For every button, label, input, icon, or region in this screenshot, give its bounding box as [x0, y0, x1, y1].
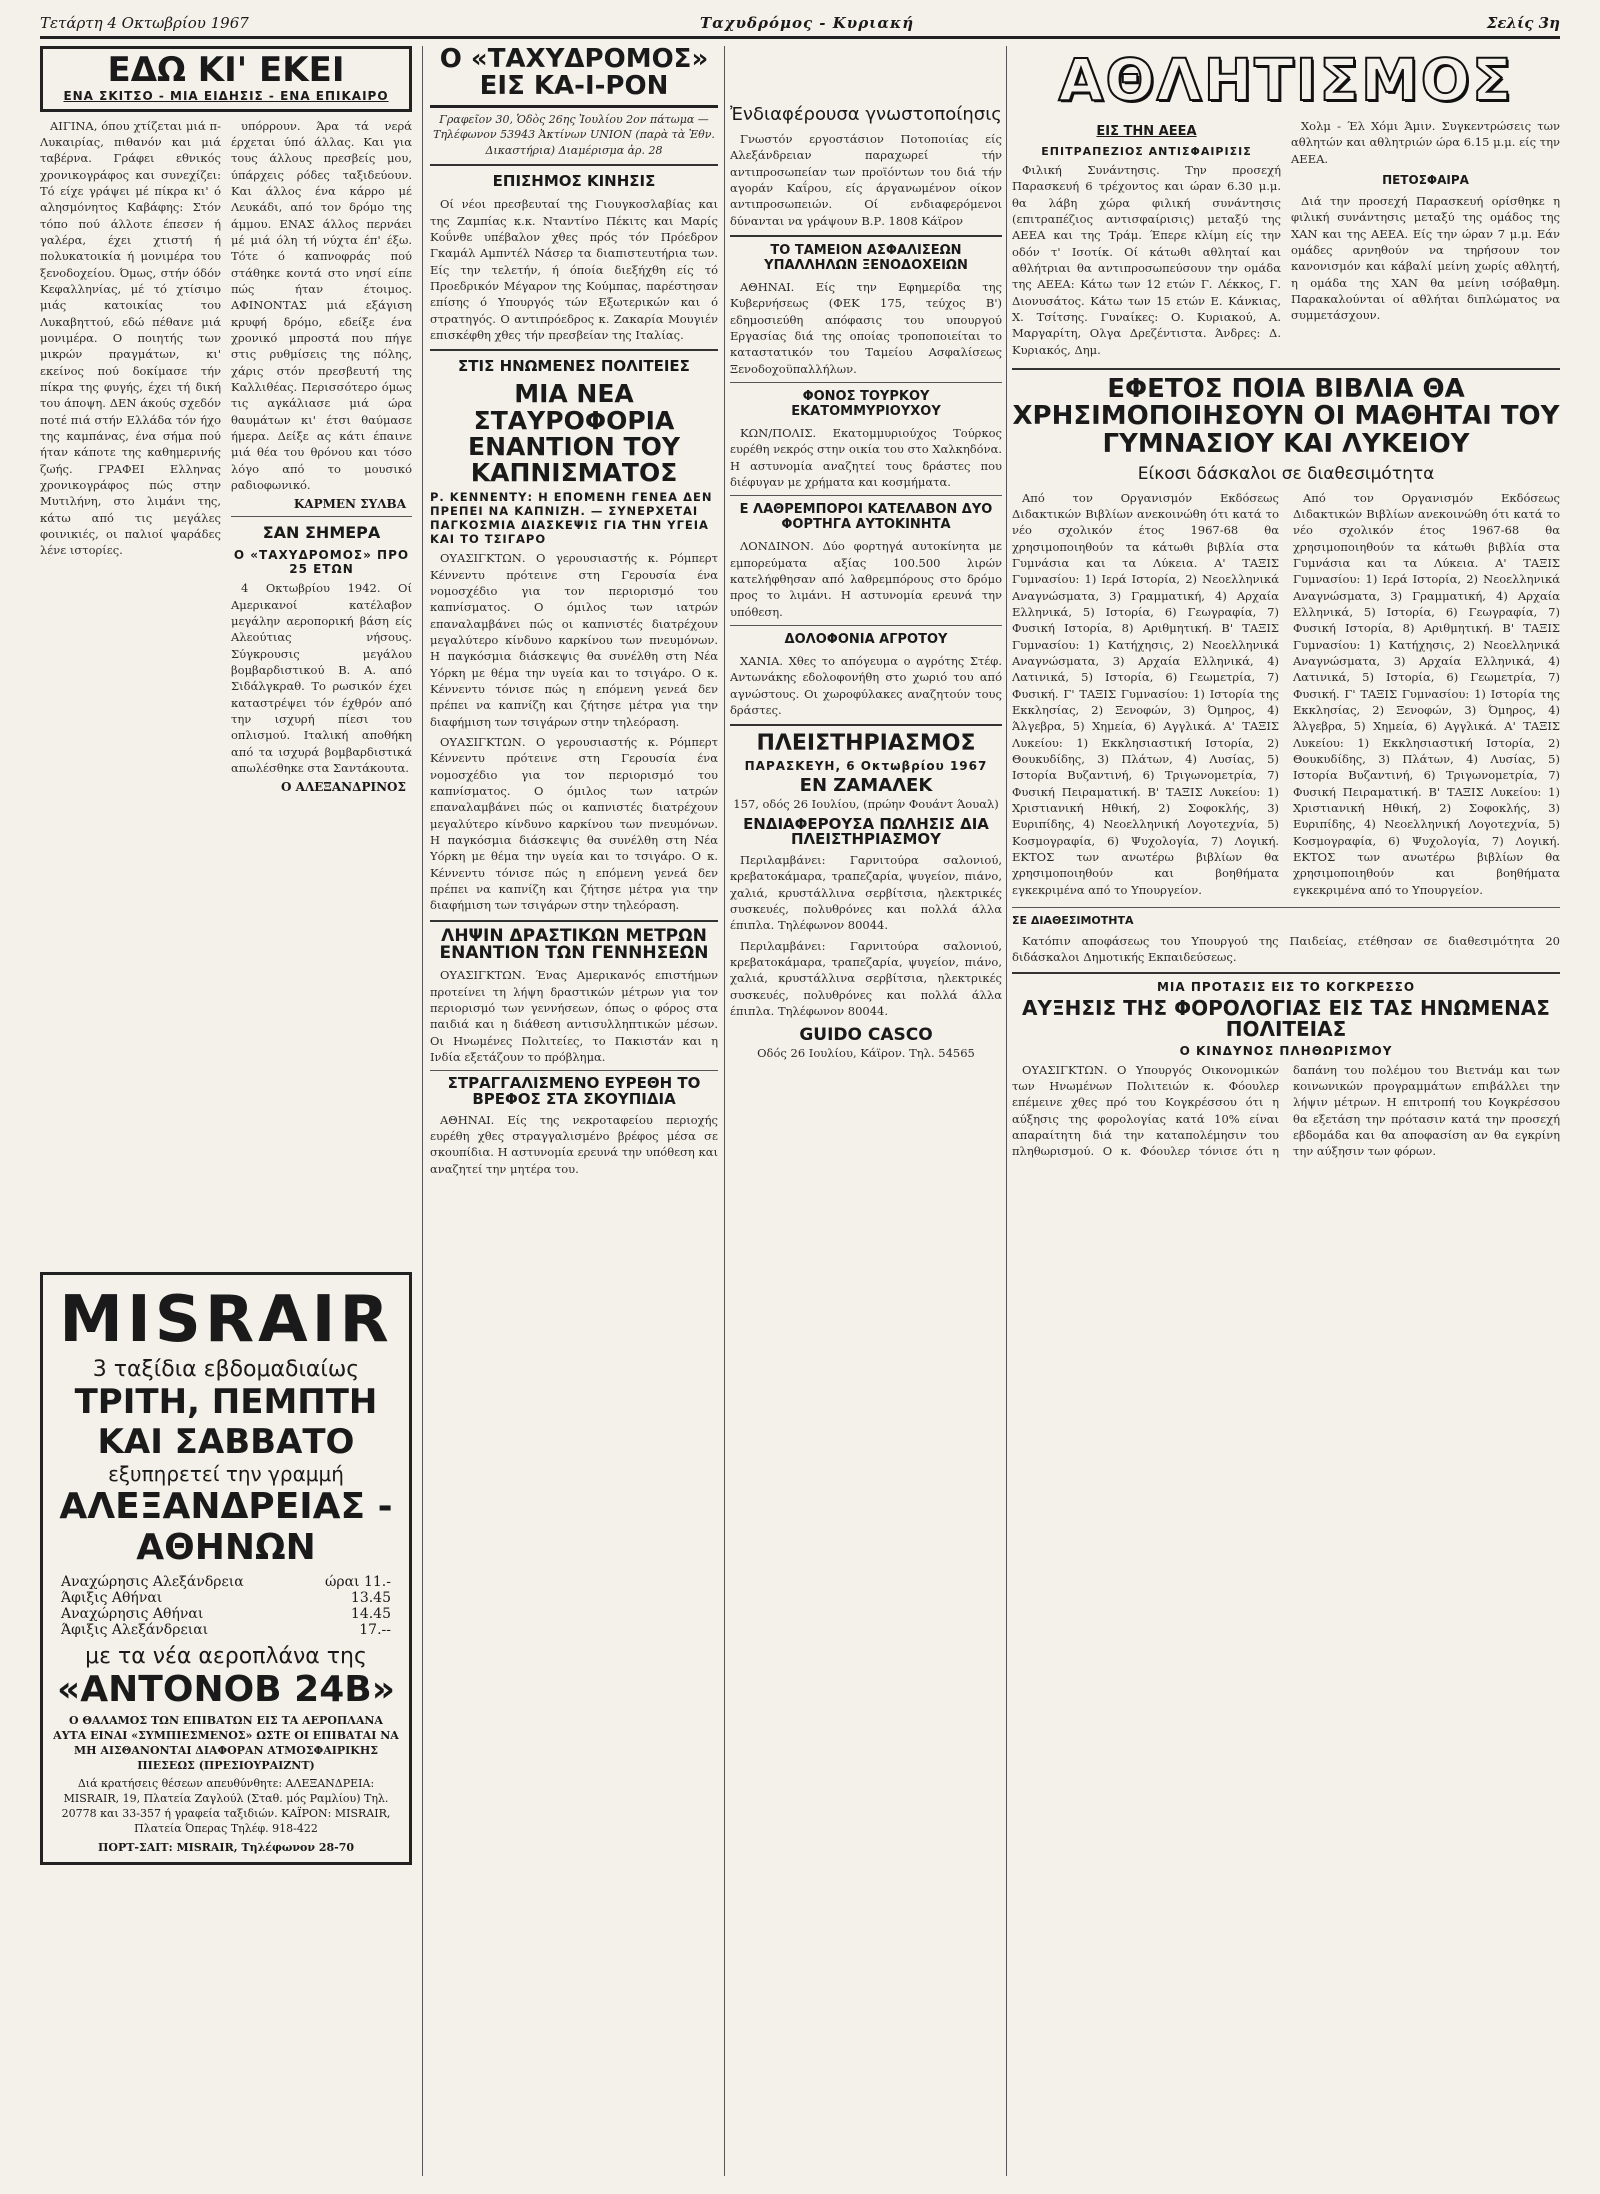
congress-subhead: Ο ΚΙΝΔΥΝΟΣ ΠΛΗΘΩΡΙΣΜΟΥ: [1179, 1043, 1393, 1058]
misrair-logo: MISRAIR: [59, 1283, 393, 1357]
misrair-advertisement: [40, 1272, 412, 1865]
farmer-head: ΔΟΛΟΦΟΝΙΑ ΑΓΡΟΤΟΥ: [784, 631, 948, 647]
edo-ki-ekei-subtitle: ΕΝΑ ΣΚΙΤΣΟ - ΜΙΑ ΕΙΔΗΣΙΣ - ΕΝΑ ΕΠΙΚΑΙΡΟ: [63, 88, 389, 103]
infant-headline: ΣΤΡΑΓΓΑΛΙΣΜΕΝΟ ΕΥΡΕΘΗ ΤΟ ΒΡΕΦΟΣ ΣΤΑ ΣΚΟΥΠΙΔΙΑ: [447, 1074, 701, 1108]
auction-place: ΕΝ ΖΑΜΑΛΕΚ: [799, 775, 933, 797]
misrair-frequency: 3 ταξίδια εβδομαδιαίως: [92, 1357, 360, 1382]
auctioneer-name: GUIDO CASCO: [799, 1025, 933, 1046]
auction-title: ΠΛΕΙΣΤΗΡΙΑΣΜΟΣ: [756, 731, 976, 757]
today-text: 4 Οκτωβρίου 1942. Οί Αμερικανοί κατέλαβον μεγάλην αεροπορική βάση είς Αλεούτιας νήσους. Σύγκρουσις μεγάλου βομβαρδιστικού Β. Α. από Σιδάλγκραθ. Το ρωσικόν έχει καταστρέψει τόν έχθρόν από την ισχυρή πίεσι του οπλισμού. Ιταλική αποθήκη από τα ισχυρά βομβαρδιστικά απωλέσθηκε στα Σαντάκουτα.: [231, 581, 412, 775]
misrair-portsaid: ΠΟΡΤ-ΣΑΙΤ: MISRAIR, Τηλέφωνον 28-70: [97, 1840, 355, 1854]
header-paper: Ταχυδρόμος - Κυριακή: [700, 14, 915, 32]
murder-head: ΦΟΝΟΣ ΤΟΥΡΚΟΥ ΕΚΑΤΟΜΜΥΡΙΟΥΧΟΥ: [791, 388, 941, 419]
congress-headline: ΑΥΞΗΣΙΣ ΤΗΣ ΦΟΡΟΛΟΓΙΑΣ ΕΙΣ ΤΑΣ ΗΝΩΜΕΝΑΣ ΠΟΛΙΤΕΙΑΣ: [1022, 995, 1550, 1041]
schedule-row: Αναχώρησις Αλεξάνδρεια ώραι 11.-: [61, 1574, 391, 1590]
misrair-cabin-note: Ο ΘΑΛΑΜΟΣ ΤΩΝ ΕΠΙΒΑΤΩΝ ΕΙΣ ΤΑ ΑΕΡΟΠΛΑΝΑ ΑΥΤΑ ΕΙΝΑΙ «ΣΥΜΠΙΕΣΜΕΝΟΣ» ΩΣΤΕ ΟΙ ΕΠΙΒΑΤΑΙ ΝΑ ΜΗ ΑΙΣΘΑΝΟΝΤΑΙ ΔΙΑΦΟΡΑΝ ΑΤΜΟΣΦΑΙΡΙΚΗΣ ΠΙΕΣΕΩΣ (ΠΡΕΣΙΟΥΡΑΙΖΝΤ): [53, 1714, 399, 1772]
auctioneer-address: Οδός 26 Ιουλίου, Κάϊρον. Τηλ. 54565: [757, 1046, 975, 1061]
masthead-address: Γραφεῖον 30, Ὁδὸς 26ης Ἰουλίου 2ον πάτωμα — Τηλέφωνον 53943 Ἀκτίνων UNION (παρὰ τὰ Ἐθν. Δικαστήρια) Διαμέρισμα ἀρ. 28: [433, 112, 715, 157]
misrair-schedule: [61, 1574, 391, 1638]
congress-kicker: ΜΙΑ ΠΡΟΤΑΣΙΣ ΕΙΣ ΤΟ ΚΟΓΚΡΕΣΣΟ: [1156, 979, 1416, 994]
column-sports: [1012, 46, 1560, 2176]
today-subtitle: Ο «ΤΑΧΥΔΡΟΜΟΣ» ΠΡΟ 25 ΕΤΩΝ: [233, 548, 410, 577]
volleyball-head: ΠΕΤΟΣΦΑΙΡΑ: [1382, 172, 1469, 187]
insurance-head: ΤΟ ΤΑΜΕΙΟΝ ΑΣΦΑΛΙΣΕΩΝ ΥΠΑΛΛΗΛΩΝ ΞΕΝΟΔΟΧΕΙΩΝ: [764, 242, 968, 273]
today-title: ΣΑΝ ΣΗΜΕΡΑ: [262, 523, 381, 543]
births-headline: ΛΗΨΙΝ ΔΡΑΣΤΙΚΩΝ ΜΕΤΡΩΝ ΕΝΑΝΤΙΟΝ ΤΩΝ ΓΕΝΝΗΣΕΩΝ: [439, 925, 709, 964]
header-rule: [40, 36, 1560, 39]
smoking-headline: ΜΙΑ ΝΕΑ ΣΤΑΥΡΟΦΟΡΙΑ ΕΝΑΝΤΙΟΝ ΤΟΥ ΚΑΠΝΙΣΜΑΤΟΣ: [468, 379, 680, 488]
misrair-with-new: με τα νέα αεροπλάνα της: [85, 1644, 367, 1669]
page-header: [40, 12, 1560, 38]
edo-ki-ekei-title: ΕΔΩ ΚΙ' ΕΚΕΙ: [107, 50, 345, 90]
misrair-days: ΤΡΙΤΗ, ΠΕΜΠΤΗ ΚΑΙ ΣΑΒΒΑΤΟ: [74, 1382, 378, 1462]
smoking-deck: Ρ. ΚΕΝΝΕΝΤΥ: Η ΕΠΟΜΕΝΗ ΓΕΝΕΑ ΔΕΝ ΠΡΕΠΕΙ ΝΑ ΚΑΠΝΙΖΗ. — ΣΥΝΕΡΧΕΤΑΙ ΠΑΓΚΟΣΜΙΑ ΔΙΑΣΚΕΨΙΣ ΓΙΑ ΤΗΝ ΥΓΕΙΑ ΚΑΙ ΤΟ ΤΣΙΓΑΡΟ: [430, 490, 713, 547]
misrair-route: ΑΛΕΞΑΝΔΡΕΙΑΣ - ΑΘΗΝΩΝ: [59, 1486, 393, 1568]
auction-text: Περιλαμβάνει: Γαρνιτούρα σαλονιού, κρεβατοκάμαρα, τραπεζαρία, ψυγείον, πιάνο, χαλιά, κρυστάλλινα σερβίτσια, ηλεκτρικές συσκευές, πολυθρόνες και πολλά άλλα έπιπλα. Τηλέφωνον 80044. Περιλαμβάνει: Γαρνιτούρα σαλονιού, κρεβατοκάμαρα, τραπεζαρία, ψυγείον, πιάνο, χαλιά, κρυστάλλινα σερβίτσια, ηλεκτρικές συσκευές, πολυθρόνες και πολλά άλλα έπιπλα. Τηλέφωνον 80044.: [730, 853, 1002, 1018]
edo-ki-ekei-box: [40, 46, 412, 112]
smugglers-text: ΛΟΝΔΙΝΟΝ. Δύο φορτηγά αυτοκίνητα με εμπορεύματα αξίας 100.500 λιρών κατελήφθησαν από λαθρεμπόρους στο δρόμο προς το λιμάνι. Η αστυνομία ερευνά την υπόθεση.: [730, 539, 1002, 619]
books-text: Από τον Οργανισμόν Εκδόσεως Διδακτικών Βιβλίων ανεκοινώθη ότι κατά το νέο σχολικόν έτος 1967-68 θα χρησιμοποιηθούν τα κάτωθι βιβλία στα Γυμνάσια και τα Λύκεια. Α' ΤΑΞΙΣ Γυμνασίου: 1) Ιερά Ιστορία, 2) Νεοελληνικά Αναγνώσματα, 3) Γραμματική, 4) Αρχαία Ελληνικά, 5) Ιστορία, 6) Γεωγραφία, 7) Φυσική Ιστορία, 8) Αριθμητική. Β' ΤΑΞΙΣ Γυμνασίου: 1) Κατήχησις, 2) Νεοελληνικά Αναγνώσματα, 3) Αρχαία Ελληνικά, 4) Λατινικά, 5) Ιστορία, 6) Γεωμετρία, 7) Φυσική. Γ' ΤΑΞΙΣ Γυμνασίου: 1) Ιστορία της Εκκλησίας, 2) Ξενοφών, 3) Όμηρος, 4) Άλγεβρα, 5) Χημεία, 6) Αγγλικά. Α' ΤΑΞΙΣ Λυκείου: 1) Εκκλησιαστική Ιστορία, 2) Θουκυδίδης, 3) Πλάτων, 4) Λυσίας, 5) Ιστορία Βυζαντινή, 6) Τριγωνομετρία, 7) Φυσική Πειραματική. Β' ΤΑΞΙΣ Λυκείου: 1) Χριστιανική Ηθική, 2) Σοφοκλής, 3) Ευριπίδης, 4) Νεοελληνική Λογοτεχνία, 5) Κοσμογραφία, 6) Ψυχολογία, 7) Λογική. ΕΚΤΟΣ των ανωτέρω βιβλίων θα χρησιμοποιηθούν και βοηθήματα εγκεκριμένα από το Υπουργείον. Από τον Οργανισμόν Εκδόσεως Διδακτικών Βιβλίων ανεκοινώθη ότι κατά το νέο σχολικόν έτος 1967-68 θα χρησιμοποιηθούν τα κάτωθι βιβλία στα Γυμνάσια και τα Λύκεια. Α' ΤΑΞΙΣ Γυμνασίου: 1) Ιερά Ιστορία, 2) Νεοελληνικά Αναγνώσματα, 3) Γραμματική, 4) Αρχαία Ελληνικά, 5) Ιστορία, 6) Γεωγραφία, 7) Φυσική Ιστορία, 8) Αριθμητική. Β' ΤΑΞΙΣ Γυμνασίου: 1) Κατήχησις, 2) Νεοελληνικά Αναγνώσματα, 3) Αρχαία Ελληνικά, 4) Λατινικά, 5) Ιστορία, 6) Γεωμετρία, 7) Φυσική. Γ' ΤΑΞΙΣ Γυμνασίου: 1) Ιστορία της Εκκλησίας, 2) Ξενοφών, 3) Όμηρος, 4) Άλγεβρα, 5) Χημεία, 6) Αγγλικά. Α' ΤΑΞΙΣ Λυκείου: 1) Εκκλησιαστική Ιστορία, 2) Θουκυδίδης, 3) Πλάτων, 4) Λυσίας, 5) Ιστορία Βυζαντινή, 6) Τριγωνομετρία, 7) Φυσική Πειραματική. Β' ΤΑΞΙΣ Λυκείου: 1) Χριστιανική Ηθική, 2) Σοφοκλής, 3) Ευριπίδης, 4) Νεοελληνική Λογοτεχνία, 5) Κοσμογραφία, 6) Ψυχολογία, 7) Λογική. ΕΚΤΟΣ των ανωτέρω βιβλίων θα χρησιμοποιηθούν και βοηθήματα εγκεκριμένα από το Υπουργείον.: [1012, 490, 1560, 897]
column-edo-ki-ekei: [40, 46, 412, 1266]
aeea-text: Φιλική Συνάντησις. Την προσεχή Παρασκευή 6 τρέχοντος και ώραν 6.30 μ.μ. θα λάβη χώρα φιλική συνάντησις (επιτραπέζιος αντισφαίρισις) μεταξύ της ΑΕΕΑ και της Τράμ. Έπερε κλίμη είς την οδόν τ' Ισοτίκ. Οί κάτωθι αθληταί και αθλήτριαι θα αντιπροσωπεύσουν την ομάδα της ΑΕΕΑ: Κάτω των 12 ετών Γ. Λέκκος, Γ. Διονυσάτος. Κάτω των 15 ετών Ε. Κάνκιας, Χ. Τσίτσης. Γυναίκες: Ο. Κυριακού, Α. Μαργαρίτη, Ολγα Δρεζέντιστα. Άνδρες: Δ. Κυριακός, Δημ.: [1012, 163, 1281, 357]
books-headline: ΕΦΕΤΟΣ ΠΟΙΑ ΒΙΒΛΙΑ ΘΑ ΧΡΗΣΙΜΟΠΟΙΗΣΟΥΝ ΟΙ ΜΑΘΗΤΑΙ ΤΟΥ ΓΥΜΝΑΣΙΟΥ ΚΑΙ ΛΥΚΕΙΟΥ: [1012, 373, 1560, 459]
availability-text: Κατόπιν αποφάσεως του Υπουργού της Παιδείας, ετέθησαν σε διαθεσιμότητα 20 διδάσκαλοι Δημοτικής Εκπαιδεύσεως.: [1012, 934, 1560, 965]
masthead-title: Ο «ΤΑΧΥΔΡΟΜΟΣ» ΕΙΣ ΚΑ-Ι-ΡΟΝ: [430, 46, 718, 108]
author-signature: ΚΑΡΜΕΝ ΣΥΛΒΑ: [293, 497, 406, 512]
insurance-text: ΑΘΗΝΑΙ. Είς την Εφημερίδα της Κυβερνήσεως (ΦΕΚ 175, τεύχος Β') εδημοσιεύθη απόφασις του υπουργού Εργασίας διά της οποίας τροποποιείται το καταστατικόν του Ταμείου Ασφαλίσεως Ξενοδοχοϋπαλλήλων.: [730, 279, 1002, 376]
auction-headline: ΕΝΔΙΑΦΕΡΟΥΣΑ ΠΩΛΗΣΙΣ ΔΙΑ ΠΛΕΙΣΤΗΡΙΑΣΜΟΥ: [743, 814, 989, 849]
column-divider: [724, 46, 725, 2176]
official-movement-text: Οί νέοι πρεσβευταί της Γιουγκοσλαβίας και της Ζαμπίας κ.κ. Νταντίνο Πέκιτς και Μαρίς Κοΰνθε υπέβαλον χθες πρός τόν Πρόεδρον Γκαμάλ Αμπντέλ Νάσερ τα διαπιστευτήρια των. Είς την τελετήν, ή όποία διεξήχθη είς τό Προεδρικόν Μέγαρον της Κούμπας, παρέστησαν επίσης ό Υπουργός τών Εξωτερικών και ό στρατηγός. Ο αντιπρόεδρος κ. Ζακαρία Μουγιέν επισκέφθη χθες τήν πρεσβείαν της Ιταλίας.: [430, 197, 718, 343]
column-divider: [422, 46, 423, 2176]
infant-text: ΑΘΗΝΑΙ. Είς της νεκροταφείου περιοχής ευρέθη χθες στραγγαλισμένο βρέφος μέσα σε σκουπίδια. Η αστυνομία ερευνά την υπόθεση και αναζητεί την μητέρα του.: [430, 1112, 718, 1176]
today-signature: Ο ΑΛΕΞΑΝΔΡΙΝΟΣ: [281, 780, 406, 795]
schedule-row: Αναχώρησις Αθήναι 14.45: [61, 1606, 391, 1622]
availability-head: ΣΕ ΔΙΑΘΕΣΙΜΟΤΗΤΑ: [1012, 914, 1134, 928]
notice-head: Ἐνδιαφέρουσα γνωστοποίησις: [730, 104, 1002, 125]
auction-date: ΠΑΡΑΣΚΕΥΗ, 6 Οκτωβρίου 1967: [744, 759, 988, 774]
column-cairo: [430, 46, 718, 2176]
column-notices: [730, 46, 1002, 2176]
births-text: ΟΥΑΣΙΓΚΤΩΝ. Ένας Αμερικανός επιστήμων προτείνει τη λήψη δραστικών μέτρων για τον περιορισμό των γεννήσεων, όπως ο φόρος στα παιδιά και η διάθεση αντισυλληπτικών μέσων. Οι Ηνωμένες Πολιτείες, το Πακιστάν και η Ινδία εξετάζουν το πρόβλημα.: [430, 968, 718, 1064]
notice-text: Γνωστόν εργοστάσιον Ποτοποιίας είς Αλεξάνδρειαν παραχωρεί τήν αντιπροσωπείαν των προϊόντων του διά τήν αγοράν Καΐρου, είς άργανωμένον οίκον αντιπροσωπειών. Οί ενδιαφερόμενοι δύνανται να γράψουν Β.Ρ. 1808 Κάϊρον: [730, 132, 1002, 228]
farmer-text: ΧΑΝΙΑ. Χθες το απόγευμα ο αγρότης Στέφ. Αντωνάκης εδολοφονήθη στο χωριό του από αγνώστους. Οι χωροφύλακες αναζητούν τους δράστες.: [730, 653, 1002, 717]
misrair-aircraft: «ΑΝΤΟΝΟΒ 24Β»: [57, 1669, 395, 1710]
aeea-sub: ΕΠΙΤΡΑΠΕΖΙΟΣ ΑΝΤΙΣΦΑΙΡΙΣΙΣ: [1041, 145, 1252, 158]
edo-ki-ekei-right-text: υπόρρουν. Άρα τά νερά έρχεται ύπό άλλας. Και για τους άλλους πρεσβείς μου, ύπάρχεις ρόδες ταξιδεύουν. Και άλλος ένα κάρρο μέ Λευκάδι, από τον δρόμο της άμμου. ΕΝΑΣ άλλος περνάει μέ μιά όλη τή νύχτα έπ' έξω. Τότε ό καπνοφράς πού στάθηκε κοντά στο νησί είπε πώς ήταν έτοιμος. ΑΦΙΝΟΝΤΑΣ μιά εξάγιση κρυφή δρόμο, εδείξε ένα χρονικό μπροστά που πήγε στις ρυθμίσεις της πόλης, χάρις στόν πρεσβευτή της Καλλιθέας. Περισσότερο όμως τις αγκάλιασε μιά ώρα θαυμάτων κι' έτσι θαύμασε ήμερα. Δείξε ας κάτι έπαινε μιά θέα του θρόνου και τόσο λόγο από το μουσικό ραδιοφωνικό.: [231, 118, 412, 492]
misrair-serves: εξυπηρετεί την γραμμή: [108, 1462, 344, 1486]
edo-ki-ekei-left-text: ΑΙΓΙΝΑ, όπου χτίζεται μιά π-Λυκαιρίας, πιθανόν και μιά ταβέρνα. Γράφει εθνικός χρονικογράφος και συνεχίζει: Τό είχε γράψει μέ πίκρα κι' ό αλησμόνητος Καβάφης: Στόν τόπο πού άλλοτε έπεσεν ή γαλέρα, έχει χτιστή ή πολυκατοικία ή μονιμέρα του ξενοδοχείου. Όμως, στήν όδόν Κεφαλληνίας, μέ τό χτίσιμο μιάς κατοικίας του Λυκαβηττού, εδώ πέθανε μιά μονιμέρα. Ο ποιητής των μικρών πραγμάτων, κι' εκείνος πού δοκίμασε τήν πίκρα της φυγής, έχει τή δική του άποψη. ΔΕΝ άκούς σχεδόν ποτέ πιά στήν Ελλάδα τόν ήχο της καμπάνας, ένα σήμα πού ήταν κάποτε της καθημερινής ζωής. ΓΡΑΦΕΙ Ελληνας χρονικογράφος πώς στην Μυτιλήνη, στο λιμάνι της, κάτω από τις μεγάλες φοινικιές, οι παλιοί ψαράδες λένε ιστορίες.: [40, 118, 221, 558]
official-movement-head: ΕΠΙΣΗΜΟΣ ΚΙΝΗΣΙΣ: [492, 172, 656, 191]
header-date: Τετάρτη 4 Οκτωβρίου 1967: [40, 14, 249, 32]
schedule-row: Άφιξις Αλεξάνδρειαι 17.--: [61, 1622, 391, 1638]
congress-text: ΟΥΑΣΙΓΚΤΩΝ. Ο Υπουργός Οικονομικών των Ηνωμένων Πολιτειών κ. Φόουλερ επέμεινε χθες πρό του Κογκρέσσου ότι η αύξησις της φορολογίας κατά 10% είναι απαραίτητη διά την καταπολέμησιν του πληθωρισμού. Ο κ. Φόουλερ τόνισε ότι η δαπάνη του πολέμου του Βιετνάμ και των κοινωνικών προγραμμάτων επιβάλλει την λήψιν μέτρων. Η επιτροπή του Κογκρέσσου θα εξετάση την πρότασιν κατά την προσεχή εβδομάδα και θα αποφασίση αν θα εγκρίνη την αύξησιν των φόρων.: [1012, 1062, 1560, 1159]
aeea-head: ΕΙΣ ΤΗΝ ΑΕΕΑ: [1096, 124, 1197, 139]
smoking-story: ΟΥΑΣΙΓΚΤΩΝ. Ο γερουσιαστής κ. Ρόμπερτ Κέννεντυ πρότεινε στη Γερουσία ένα νομοσχέδιο για τον περιορισμό του καπνίσματος. Ο όμιλος των ιατρών επαναλαμβάνει πώς οι καπνιστές διατρέχουν μεγαλύτερο κίνδυνο καρκίνου των πνευμόνων. Η παγκόσμια διάσκεψις θα συνέλθη στη Νέα Υόρκη με θέμα την υγεία και το τσιγάρο. Ο κ. Κέννεντυ τόνισε πώς η επόμενη γενεά δεν πρέπει να καπνίζη και ζήτησε μέτρα για την διαφήμιση των τσιγάρων στην τηλεόραση. ΟΥΑΣΙΓΚΤΩΝ. Ο γερουσιαστής κ. Ρόμπερτ Κέννεντυ πρότεινε στη Γερουσία ένα νομοσχέδιο για τον περιορισμό του καπνίσματος. Ο όμιλος των ιατρών επαναλαμβάνει πώς οι καπνιστές διατρέχουν μεγαλύτερο κίνδυνο καρκίνου των πνευμόνων. Η παγκόσμια διάσκεψις θα συνέλθη στη Νέα Υόρκη με θέμα την υγεία και το τσιγάρο. Ο κ. Κέννεντυ τόνισε πώς η επόμενη γενεά δεν πρέπει να καπνίζη και ζήτησε μέτρα για την διαφήμιση των τσιγάρων στην τηλεόραση.: [430, 551, 718, 913]
column-divider: [1006, 46, 1007, 2176]
us-section-head: ΣΤΙΣ ΗΝΩΜΕΝΕΣ ΠΟΛΙΤΕΙΕΣ: [458, 357, 690, 376]
smugglers-head: Ε ΛΑΘΡΕΜΠΟΡΟΙ ΚΑΤΕΛΑΒΟΝ ΔΥΟ ΦΟΡΤΗΓΑ ΑΥΤΟΚΙΝΗΤΑ: [739, 502, 993, 533]
sports-right-text: Χολμ - Έλ Χόμι Άμιν. Συγκεντρώσεις των αθλητών και αθλητριών ώρα 6.15 μ.μ. είς την ΑΕΕΑ.: [1291, 119, 1560, 166]
auction-address: 157, οδός 26 Ιουλίου, (πρώην Φουάντ Άουαλ): [733, 797, 999, 812]
header-page-number: Σελίς 3η: [1486, 14, 1560, 32]
schedule-row: Άφιξις Αθήναι 13.45: [61, 1590, 391, 1606]
newspaper-page: [40, 12, 1560, 2182]
murder-text: ΚΩΝ/ΠΟΛΙΣ. Εκατομμυριούχος Τούρκος ευρέθη νεκρός στην οικία του στο Χαλκηδόνα. Η αστυνομία αναζητεί τους δράστες που διέφυγαν με χρήματα και κοσμήματα.: [730, 425, 1002, 489]
misrair-contacts: Διά κρατήσεις θέσεων απευθύνθητε: ΑΛΕΞΑΝΔΡΕΙΑ: MISRAIR, 19, Πλατεία Ζαγλούλ (Σταθ. μός Ραμλίου) Τηλ. 20778 και 33-357 ή γραφεία ταξιδιών. ΚΑΪΡΟΝ: MISRAIR, Πλατεία Όπερας Τηλέφ. 918-422: [61, 1777, 391, 1835]
books-subhead: Είκοσι δάσκαλοι σε διαθεσιμότητα: [1137, 463, 1435, 484]
sports-title: ΑΘΛΗΤΙΣΜΟΣ: [1058, 46, 1514, 114]
volleyball-text: Διά την προσεχή Παρασκευή ορίσθηκε η φιλική συνάντησις μεταξύ της ομάδος της ΧΑΝ και της ΑΕΕΑ. Είς την ώραν 7 μ.μ. Εάν ομάδες αρνηθούν να τηρήσουν τον κανονισμόν και κάβαλί μείνη χωρίς αθλητή, η ομάδα της ΧΑΝ θα μείνη ισόβαθμη. Παρακαλούνται οί αθλήται διπλώματος να συμμετάσχουν.: [1291, 193, 1560, 323]
